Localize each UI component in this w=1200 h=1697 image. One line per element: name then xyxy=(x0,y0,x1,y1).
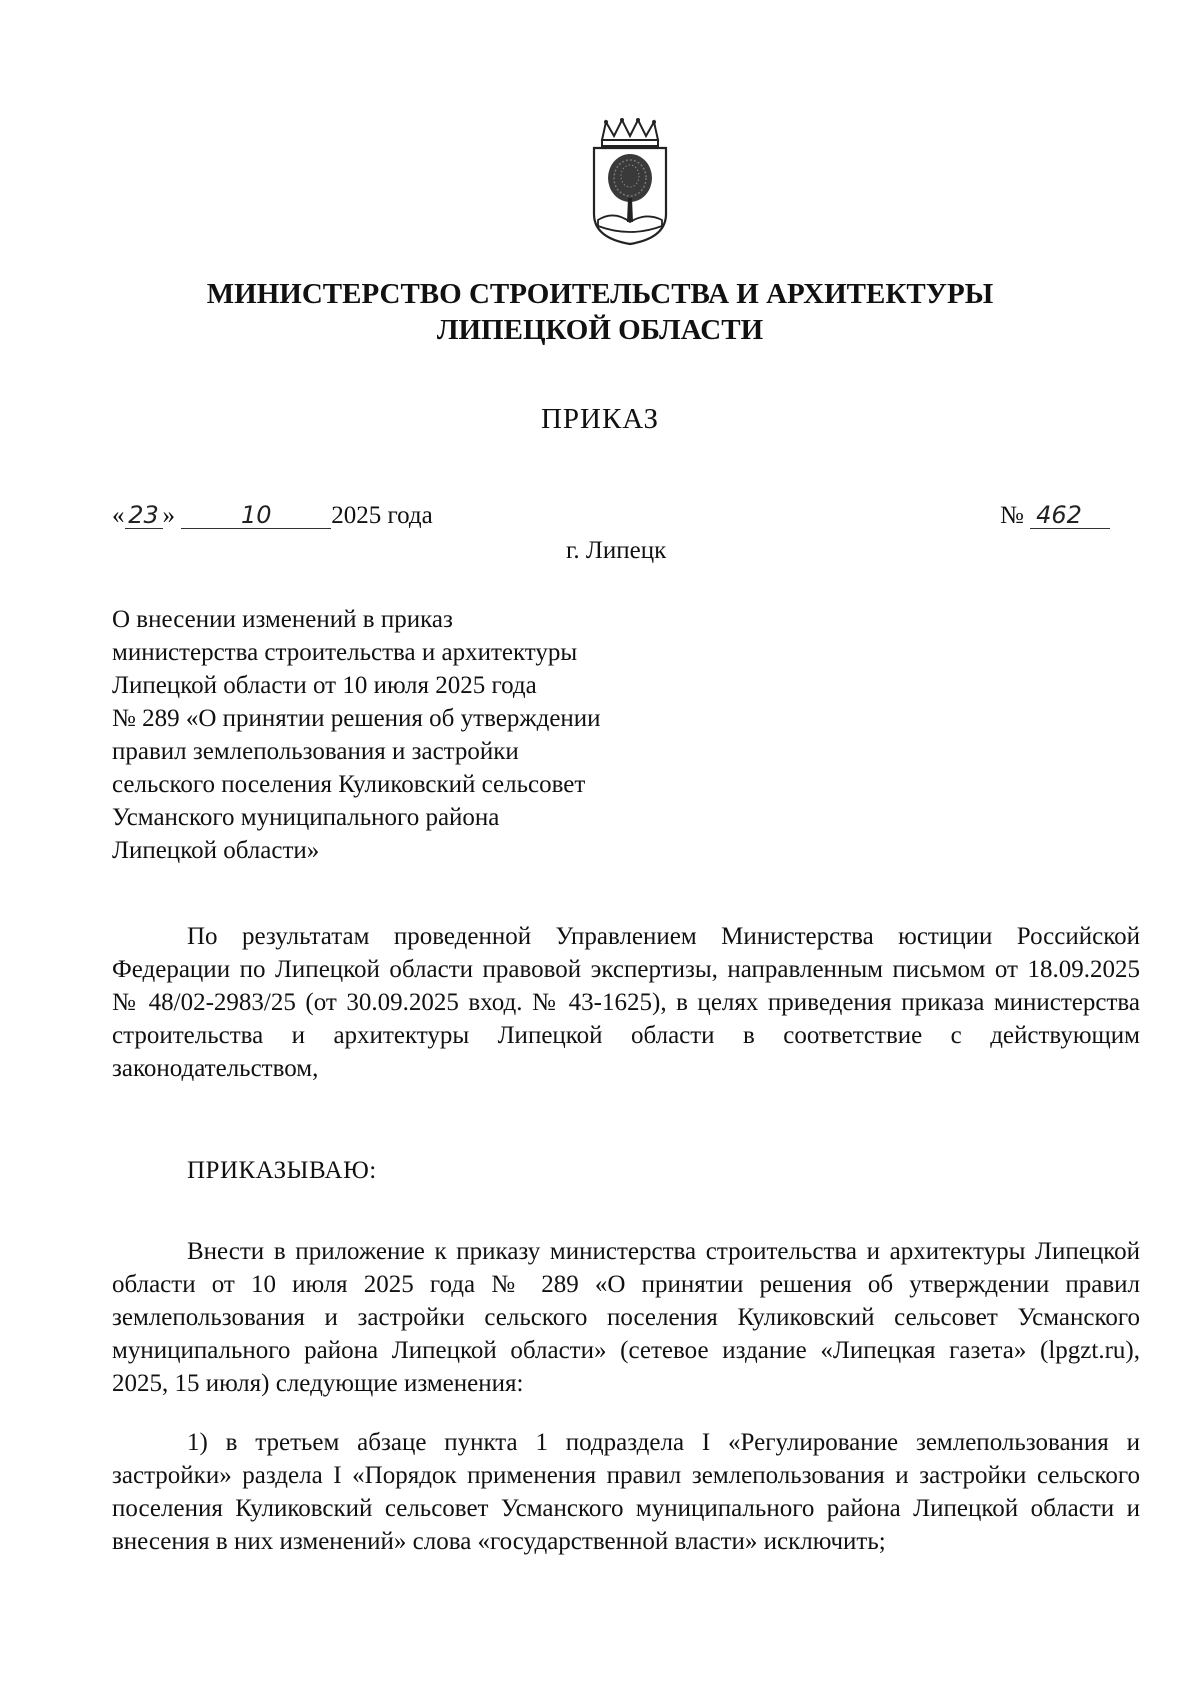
order-date xyxy=(112,502,433,530)
number-value-handwritten: 462 xyxy=(1030,502,1110,529)
subject-line: № 289 «О принятии решения об утверждении xyxy=(112,705,601,732)
ministry-line-1: МИНИСТЕРСТВО СТРОИТЕЛЬСТВА И АРХИТЕКТУРЫ xyxy=(206,278,994,310)
city-name: г. Липецк xyxy=(566,537,667,564)
order-number xyxy=(1000,502,1110,530)
document-type-title: ПРИКАЗ xyxy=(540,403,660,435)
subject-line: министерства строительства и архитектуры xyxy=(112,639,578,666)
subject-line: О внесении изменений в приказ xyxy=(112,606,453,633)
ministry-line-2: ЛИПЕЦКОЙ ОБЛАСТИ xyxy=(436,314,764,346)
subject-line: сельского поселения Куликовский сельсовет xyxy=(112,771,586,798)
subject-line: Липецкой области от 10 июля 2025 года xyxy=(112,672,537,699)
amendment-item-1: 1) в третьем абзаце пункта 1 подраздела I «Регулирование землепользования и застройки» раздела I «Порядок применения правил землепользования и застройки сельского поселения Куликовский сельсовет Усманского муниципального района Липецкой области и внесения в них изменений» слова «государственной власти» исключить; xyxy=(112,1429,1140,1555)
ministry-name xyxy=(0,276,1200,348)
date-open-quote: « xyxy=(112,502,125,529)
lipetsk-coat-of-arms-icon xyxy=(588,118,672,246)
subject-line: Усманского муниципального района xyxy=(112,804,500,831)
date-year-text: 2025 года xyxy=(331,502,433,529)
order-subject xyxy=(112,603,672,867)
date-month-handwritten: 10 xyxy=(181,502,331,529)
date-close-quote: » xyxy=(162,502,175,529)
decree-heading: ПРИКАЗЫВАЮ: xyxy=(187,1157,377,1184)
subject-line: правил землепользования и застройки xyxy=(112,738,519,765)
subject-line: Липецкой области» xyxy=(112,837,320,864)
date-day-handwritten: 23 xyxy=(125,502,163,529)
amendment-intro-paragraph: Внести в приложение к приказу министерства строительства и архитектуры Липецкой области от 10 июля 2025 года № 289 «О принятии решения об утверждении правил землепользования и застройки сельского поселения Куликовский сельсовет Усманского муниципального района Липецкой области» (сетевое издание «Липецкая газета» (lpgzt.ru), 2025, 15 июля) следующие изменения: xyxy=(112,1238,1140,1397)
preamble-paragraph: По результатам проведенной Управлением Министерства юстиции Российской Федерации по Липецкой области правовой экспертизы, направленным письмом от 18.09.2025 № 48/02-2983/25 (от 30.09.2025 вход. № 43-1625), в целях приведения приказа министерства строительства и архитектуры Липецкой области в соответствие с действующим законодательством, xyxy=(112,923,1140,1082)
number-label: № xyxy=(1000,502,1024,529)
